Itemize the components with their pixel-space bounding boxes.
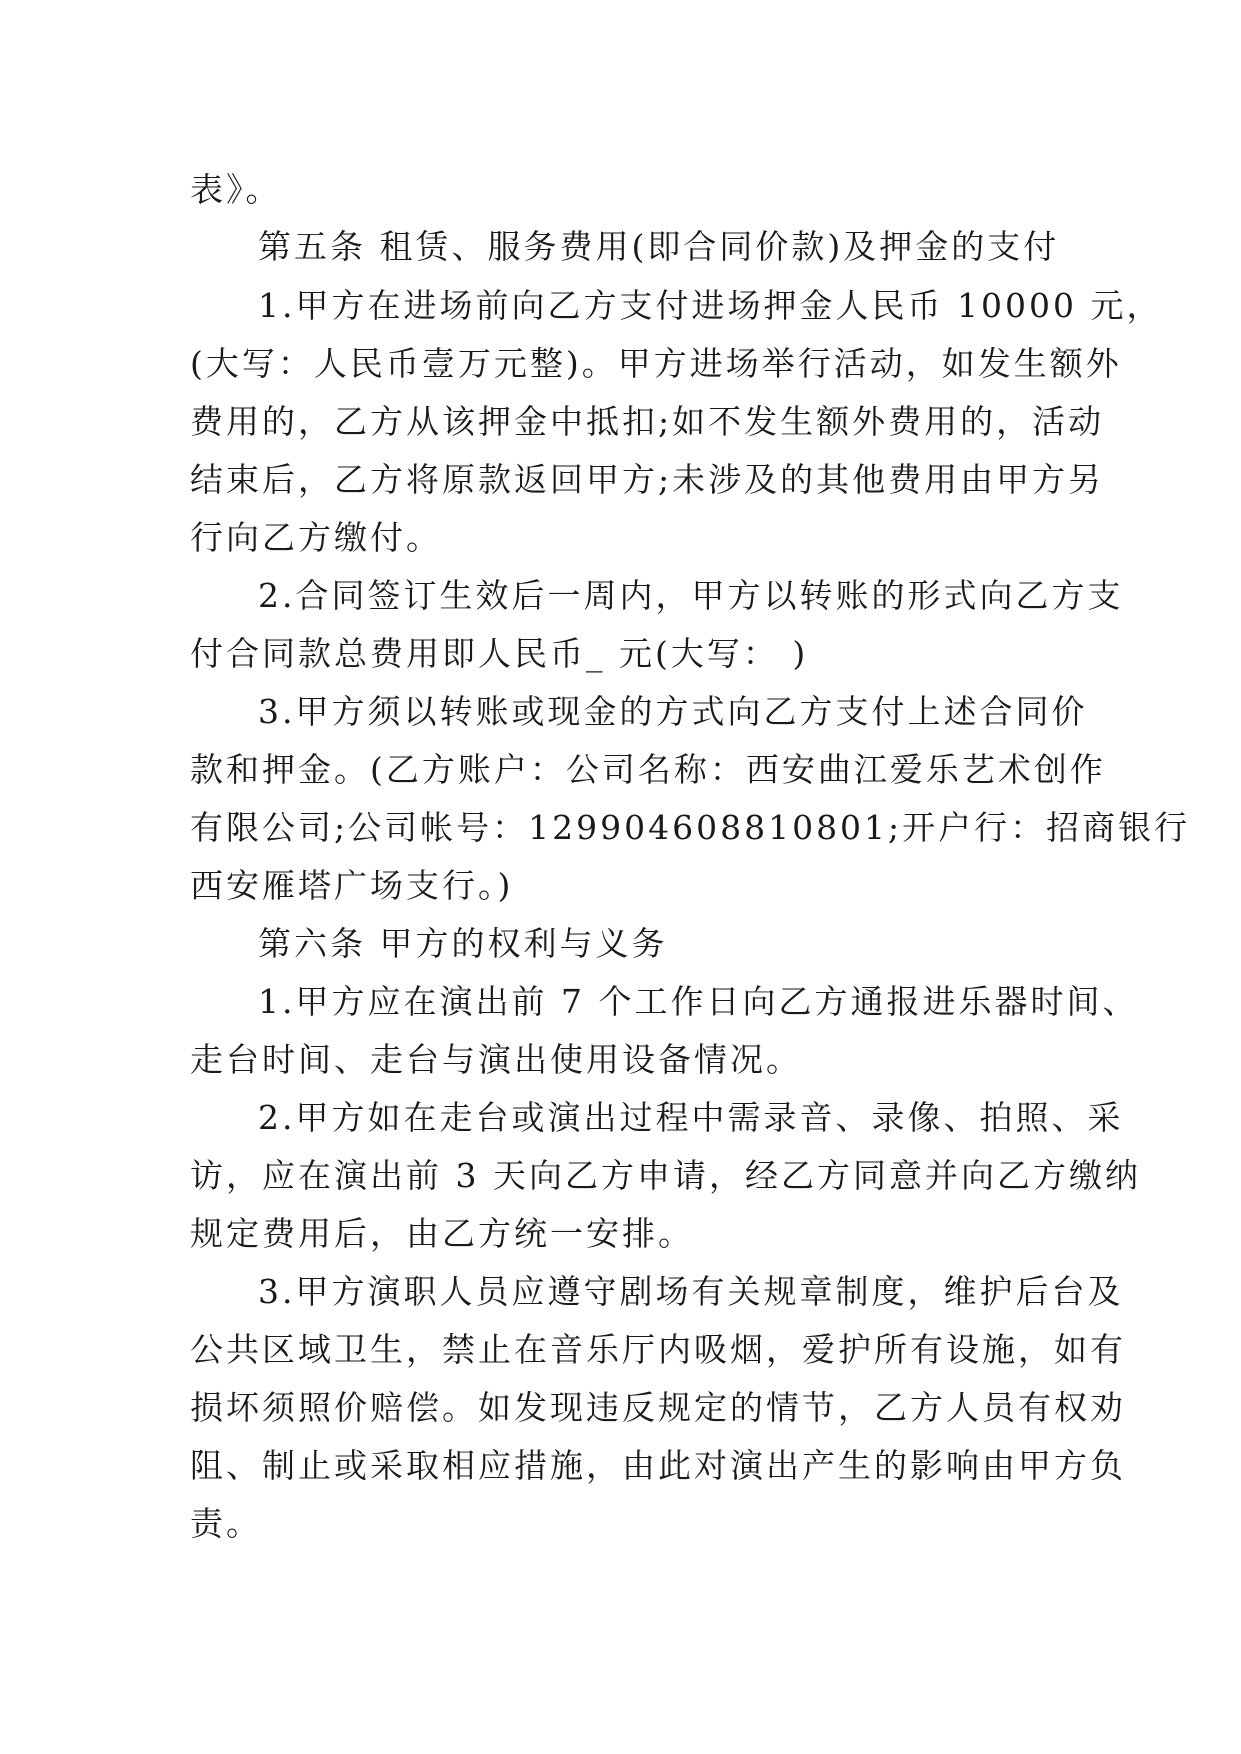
text-line: 责。 — [190, 1504, 262, 1543]
section-heading: 第五条 租赁、服务费用(即合同价款)及押金的支付 — [258, 227, 1060, 266]
text-line: 规定费用后，由乙方统一安排。 — [190, 1214, 694, 1253]
text-line: 1.甲方应在演出前 7 个工作日向乙方通报进乐器时间、 — [258, 982, 1139, 1021]
text-line: 行向乙方缴付。 — [190, 518, 442, 557]
text-line: 有限公司;公司帐号：129904608810801;开户行：招商银行 — [190, 808, 1191, 847]
text-line: 结束后，乙方将原款返回甲方;未涉及的其他费用由甲方另 — [190, 460, 1105, 499]
text-line: (大写：人民币壹万元整)。甲方进场举行活动，如发生额外 — [190, 344, 1122, 383]
text-line: 2.甲方如在走台或演出过程中需录音、录像、拍照、采 — [258, 1098, 1124, 1137]
text-line: 表》。 — [190, 170, 282, 209]
text-line: 款和押金。(乙方账户：公司名称：西安曲江爱乐艺术创作 — [190, 750, 1106, 789]
text-line: 3.甲方演职人员应遵守剧场有关规章制度，维护后台及 — [258, 1272, 1124, 1311]
text-line: 西安雁塔广场支行。) — [190, 866, 514, 905]
text-line: 损坏须照价赔偿。如发现违反规定的情节，乙方人员有权劝 — [190, 1388, 1126, 1427]
text-line: 2.合同签订生效后一周内，甲方以转账的形式向乙方支 — [258, 576, 1124, 615]
text-line: 阻、制止或采取相应措施，由此对演出产生的影响由甲方负 — [190, 1446, 1126, 1485]
text-line: 付合同款总费用即人民币_ 元(大写： ) — [190, 634, 809, 673]
text-line: 访，应在演出前 3 天向乙方申请，经乙方同意并向乙方缴纳 — [190, 1156, 1141, 1195]
text-line: 公共区域卫生，禁止在音乐厅内吸烟，爱护所有设施，如有 — [190, 1330, 1126, 1369]
text-line: 1.甲方在进场前向乙方支付进场押金人民币 10000 元， — [258, 286, 1163, 325]
section-heading: 第六条 甲方的权利与义务 — [258, 924, 668, 963]
text-line: 走台时间、走台与演出使用设备情况。 — [190, 1040, 802, 1079]
text-line: 费用的，乙方从该押金中抵扣;如不发生额外费用的，活动 — [190, 402, 1105, 441]
text-line: 3.甲方须以转账或现金的方式向乙方支付上述合同价 — [258, 692, 1088, 731]
